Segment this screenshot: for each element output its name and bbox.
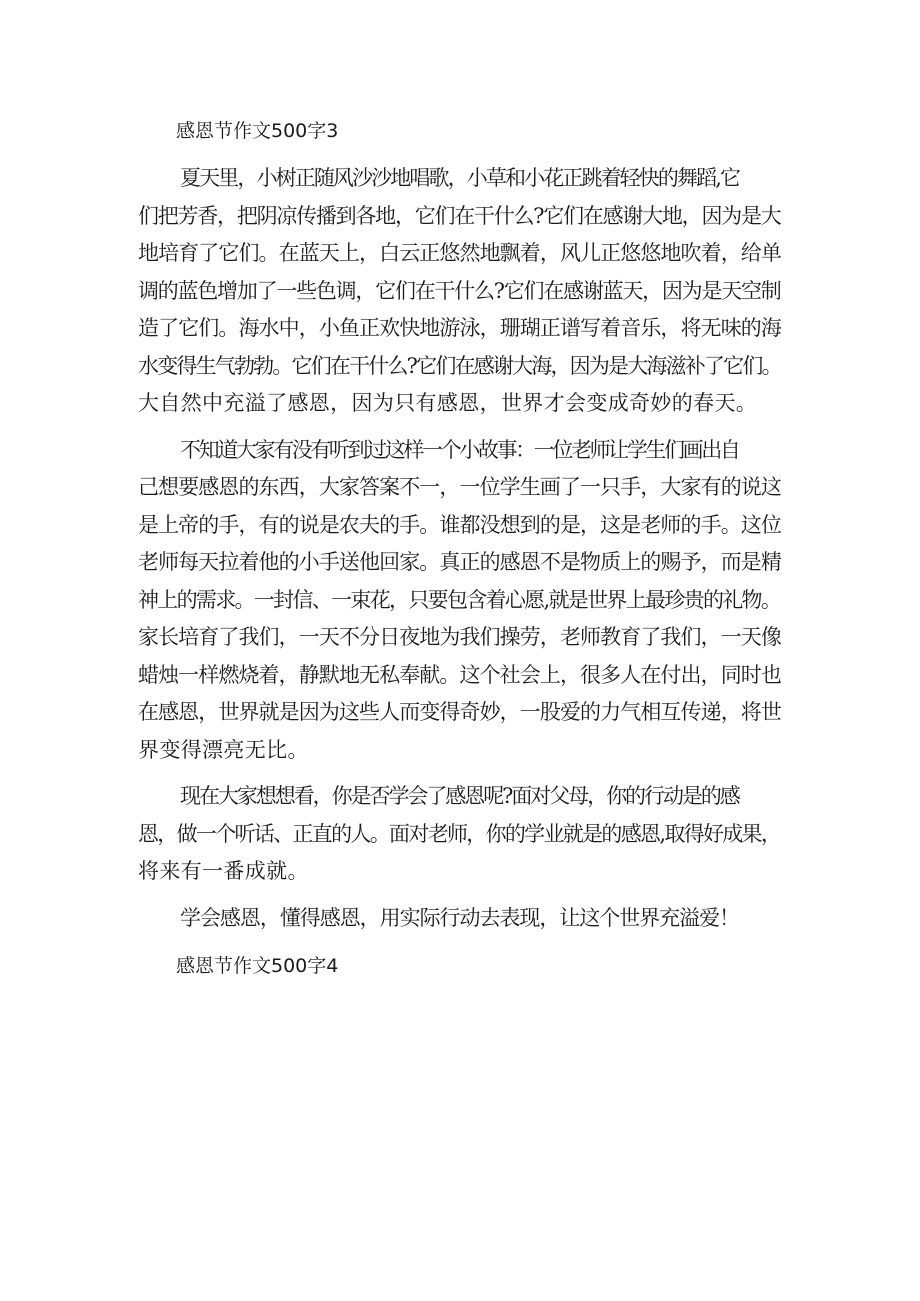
text-line: 将来有一番成就。 (138, 859, 309, 883)
text-line: 调的蓝色增加了一些色调，它们在干什么?它们在感谢蓝天，因为是天空制 (138, 278, 781, 303)
text-line: 蜡烛一样燃烧着，静默地无私奉献。这个社会上，很多人在付出，同时也 (138, 662, 781, 687)
text-line: 不知道大家有没有听到过这样一个小故事：一位老师让学生们画出自 (180, 437, 739, 462)
text-line: 恩，做一个听话、正直的人。面对老师，你的学业就是的感恩,取得好成果， (138, 821, 781, 846)
text-line: 老师每天拉着他的小手送他回家。真正的感恩不是物质上的赐予，而是精 (138, 550, 781, 574)
text-line: 水变得生气勃勃。它们在干什么?它们在感谢大海，因为是大海滋补了它们。 (138, 353, 781, 378)
text-line: 造了它们。海水中，小鱼正欢快地游泳，珊瑚正谱写着音乐，将无味的海 (138, 316, 781, 340)
paragraph-summer-gratitude (138, 160, 784, 423)
section-heading-3: 感恩节作文500字3 (176, 120, 339, 142)
document-body (138, 112, 784, 985)
paragraph-reflection (138, 778, 784, 891)
paragraph-conclusion (138, 900, 784, 938)
text-line: 在感恩，世界就是因为这些人而变得奇妙，一股爱的力气相互传递，将世 (138, 700, 781, 724)
text-line: 大自然中充溢了感恩，因为只有感恩，世界才会变成奇妙的春天。 (138, 391, 758, 415)
text-line: 夏天里，小树正随风沙沙地唱歌，小草和小花正跳着轻快的舞蹈,它 (180, 166, 740, 190)
text-line: 地培育了它们。在蓝天上，白云正悠然地飘着，风儿正悠悠地吹着，给单 (138, 241, 781, 265)
text-line: 己想要感恩的东西，大家答案不一，一位学生画了一只手，大家有的说这 (138, 475, 781, 499)
text-line: 家长培育了我们，一天不分日夜地为我们操劳，老师教育了我们，一天像 (138, 625, 781, 649)
text-line: 界变得漂亮无比。 (138, 737, 309, 762)
paragraph-teacher-story (138, 432, 784, 770)
text-line: 神上的需求。一封信、一束花，只要包含着心愿,就是世界上最珍贵的礼物。 (138, 587, 781, 612)
text-line: 们把芳香，把阴凉传播到各地，它们在干什么?它们在感谢大地，因为是大 (138, 203, 781, 228)
section-heading-4: 感恩节作文500字4 (176, 955, 339, 977)
text-line: 学会感恩，懂得感恩，用实际行动去表现，让这个世界充溢爱！ (180, 905, 739, 930)
text-line: 是上帝的手，有的说是农夫的手。谁都没想到的是，这是老师的手。这位 (138, 512, 781, 537)
text-line: 现在大家想想看，你是否学会了感恩呢?面对父母，你的行动是的感 (180, 784, 739, 808)
